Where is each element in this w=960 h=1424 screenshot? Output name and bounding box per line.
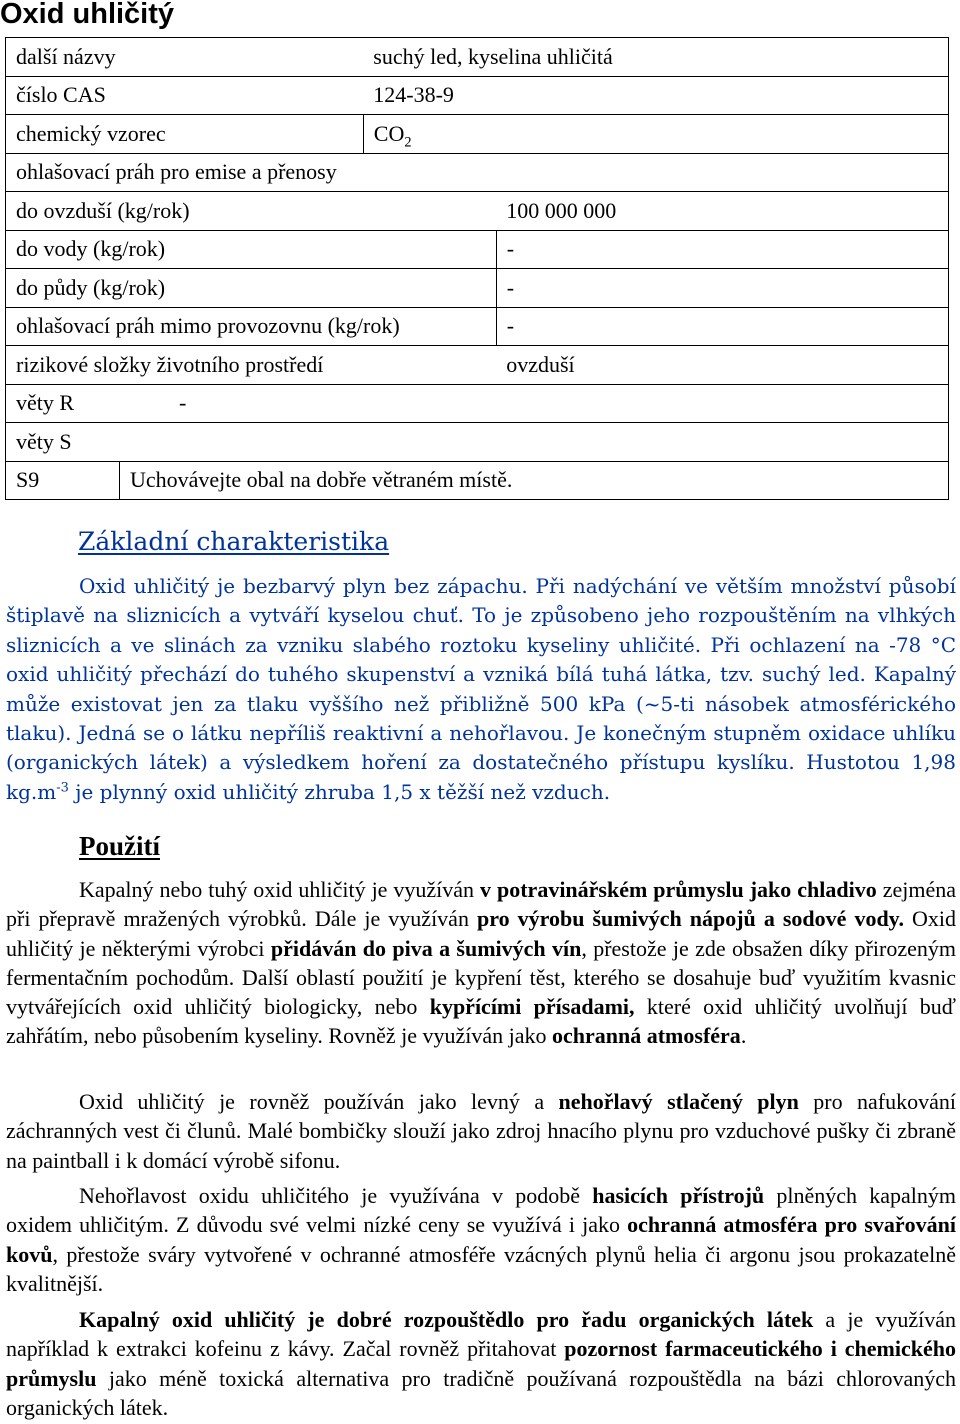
s9-code: S9 [6, 461, 120, 500]
usage-paragraph-1 [6, 875, 956, 1051]
basic-text-end: je plynný oxid uhličitý zhruba 1,5 x těžší než vzduch. [68, 779, 611, 804]
text-run: , přestože je zde obsažen díky přirozeným fermentačním pochodům. Další oblastí použití je kypření těst, kterého se dosahuje buď využitím kvasnic vytvářejících oxid uhličitý biologicky, nebo [6, 935, 957, 1020]
basic-heading: Základní charakteristika [78, 527, 390, 556]
row-offsite [6, 307, 949, 346]
text-run: zejména při přepravě mražených výrobků. Dále je využíván [6, 877, 956, 932]
soil-value: - [496, 269, 948, 308]
s9-text: Uchovávejte obal na dobře větraném místě. [119, 461, 948, 500]
air-label: do ovzduší (kg/rok) [6, 192, 497, 231]
row-water [6, 230, 949, 269]
formula-subscript: 2 [404, 134, 412, 151]
usage-paragraph-3 [6, 1181, 956, 1298]
row-soil [6, 269, 949, 308]
row-air [6, 192, 949, 231]
usage-paragraph-2 [6, 1087, 956, 1175]
bold-text-run: ochranná atmosféra pro svařování kovů [6, 1212, 956, 1267]
row-formula [6, 115, 949, 154]
cas-label: číslo CAS [6, 76, 364, 115]
water-label: do vody (kg/rok) [6, 230, 497, 269]
bold-text-run: přidáván do piva a šumivých vín [270, 935, 582, 961]
row-s-phrases [6, 423, 949, 462]
text-run: jako méně toxická alternativa pro tradičně používaná rozpouštědla na bázi chlorovaných organických látek. [6, 1365, 956, 1420]
offsite-value: - [496, 307, 948, 346]
air-value: 100 000 000 [496, 192, 948, 231]
basic-text: Oxid uhličitý je bezbarvý plyn bez zápachu. Při nadýchání ve větším množství působí štiplavě na sliznicích a vytváří kyselou chuť. To je způsobeno jeho rozpouštěním na vlhkých sliznicích a ve slinách za vzniku slabého roztoku kyseliny uhličité. Při ochlazení na -78 °C oxid uhličitý přechází do tuhého skupenství a vzniká bílá tuhá látka, tzv. suchý led. Kapalný může existovat jen za tlaku vyššího než přibližně 500 kPa (~5-ti násobek atmosférického tlaku). Jedná se o látku nepříliš reaktivní a nehořlavou. Je konečným stupněm oxidace uhlíku (organických látek) a výsledkem hoření za dostatečného přístupu kyslíku. Hustotou 1,98 kg.m [6, 574, 956, 804]
formula-main: CO [373, 120, 405, 146]
other-names-value: suchý led, kyselina uhličitá [363, 38, 948, 77]
formula-value [363, 115, 948, 154]
r-phrases [6, 384, 949, 423]
risk-label: rizikové složky životního prostředí [6, 346, 497, 385]
r-value: - [179, 390, 187, 416]
text-run: Nehořlavost oxidu uhličitého je využívána v podobě [79, 1183, 593, 1208]
document-title: Oxid uhličitý [0, 0, 175, 30]
bold-text-run: kypřícími přísadami, [429, 994, 635, 1020]
density-exponent: -3 [56, 780, 69, 796]
bold-text-run: ochranná atmosféra [552, 1023, 741, 1049]
bold-text-run: pro výrobu šumivých nápojů a sodové vody. [476, 906, 904, 932]
threshold-header: ohlašovací práh pro emise a přenosy [6, 153, 949, 192]
row-r-phrases [6, 384, 949, 423]
row-threshold-header [6, 153, 949, 192]
bold-text-run: pozornost farmaceutického i chemického průmyslu [6, 1336, 956, 1391]
properties-table [5, 37, 949, 500]
risk-value: ovzduší [496, 346, 948, 385]
text-run: Kapalný nebo tuhý oxid uhličitý je využíván [79, 877, 481, 902]
s-label: věty S [6, 423, 949, 462]
water-value: - [496, 230, 948, 269]
text-run: pro nafukování záchranných vest či člunů. Malé bombičky slouží jako zdroj hnacího plynu pro vzduchové pušky či zbraně na paintball i k domácí výrobě sifonu. [6, 1089, 957, 1173]
r-label: věty R [16, 390, 75, 416]
offsite-label: ohlašovací práh mimo provozovnu (kg/rok) [6, 307, 497, 346]
row-other-names [6, 38, 949, 77]
usage-heading: Použití [79, 831, 160, 861]
bold-text-run: nehořlavý stlačený plyn [558, 1089, 799, 1114]
other-names-label: další názvy [6, 38, 364, 77]
text-run: , přestože sváry vytvořené v ochranné atmosféře vzácných plynů helia či argonu jsou prokazatelně kvalitnější. [6, 1241, 956, 1296]
bold-text-run: hasicích přístrojů [592, 1183, 765, 1208]
soil-label: do půdy (kg/rok) [6, 269, 497, 308]
text-run: a je využíván například k extrakci kofeinu z kávy. Začal rovněž přitahovat [6, 1307, 956, 1362]
text-run: Oxid uhličitý je některými výrobci [6, 906, 956, 961]
text-run: Oxid uhličitý je rovněž používán jako levný a [79, 1089, 559, 1114]
bold-text-run: Kapalný oxid uhličitý je dobré rozpouštědlo pro řadu organických látek [79, 1307, 814, 1332]
text-run: plněných kapalným oxidem uhličitým. Z důvodu své velmi nízké ceny se využívá i jako [6, 1183, 956, 1238]
row-s9 [6, 461, 949, 500]
formula-label: chemický vzorec [6, 115, 364, 154]
usage-paragraph-4 [6, 1305, 956, 1422]
row-cas [6, 76, 949, 115]
row-risk [6, 346, 949, 385]
text-run: které oxid uhličitý uvolňují buď zahřátím, nebo působením kyseliny. Rovněž je využíván jako [6, 994, 956, 1049]
cas-value: 124-38-9 [363, 76, 948, 115]
text-run: . [740, 1023, 747, 1049]
basic-paragraph [6, 572, 956, 807]
bold-text-run: v potravinářském průmyslu jako chladivo [480, 877, 877, 902]
